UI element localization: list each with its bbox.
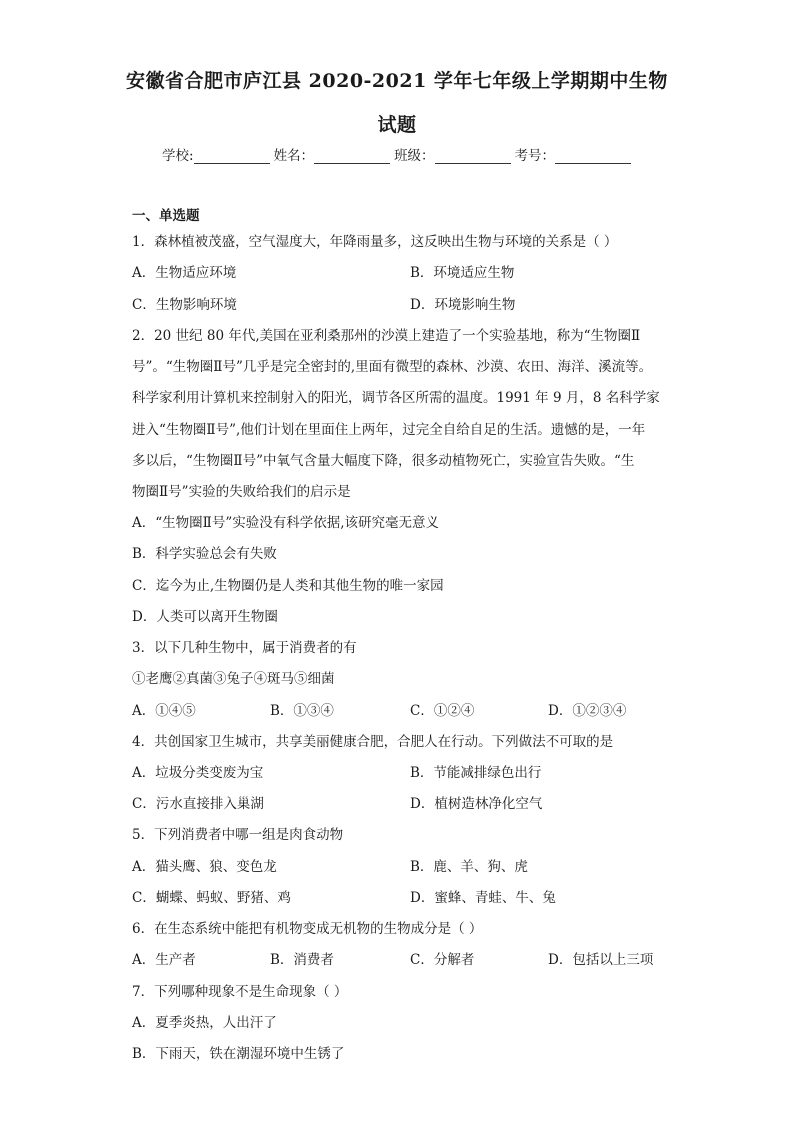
q3-items: ①老鹰②真菌③兔子④斑马⑤细菌	[132, 671, 335, 687]
q4-option-c: C．污水直接排入巢湖	[132, 796, 264, 812]
q1-option-d: D．环境影响生物	[410, 297, 516, 313]
q3-option-b: B．①③④	[270, 703, 334, 719]
q4-option-d: D．植树造林净化空气	[410, 796, 543, 812]
number-label: 考号：	[514, 148, 556, 164]
q2-stem-line: 物圈Ⅱ号”实验的失败给我们的启示是	[132, 484, 351, 500]
q4-option-a: A．垃圾分类变废为宝	[132, 765, 264, 781]
q6-option-a: A．生产者	[132, 952, 196, 968]
q1-option-b: B．环境适应生物	[410, 265, 515, 281]
q7-option-a: A．夏季炎热，人出汗了	[132, 1015, 277, 1031]
q5-option-a: A．猫头鹰、狼、变色龙	[132, 859, 277, 875]
q5-option-b: B．鹿、羊、狗、虎	[410, 859, 528, 875]
name-blank[interactable]	[314, 149, 390, 164]
number-blank[interactable]	[555, 149, 631, 164]
q6-option-b: B．消费者	[270, 952, 334, 968]
student-info-row	[160, 144, 633, 164]
q2-stem-line: 科学家利用计算机来控制射入的阳光，调节各区所需的温度。1991 年 9 月，8 名科学家	[132, 390, 660, 406]
q3-option-c: C．①②④	[410, 703, 475, 719]
q5-option-d: D．蜜蜂、青蛙、牛、兔	[410, 890, 556, 906]
q2-stem-line: 多以后，“生物圈Ⅱ号”中氧气含量大幅度下降，很多动植物死亡，实验宣告失败。“生	[132, 453, 635, 469]
q4-option-b: B．节能减排绿色出行	[410, 765, 542, 781]
q4-stem: 4．共创国家卫生城市，共享美丽健康合肥，合肥人在行动。下列做法不可取的是	[132, 734, 614, 750]
q2-option-d: D．人类可以离开生物圈	[132, 609, 278, 625]
q2-stem-line: 号”。“生物圈Ⅱ号”几乎是完全密封的,里面有微型的森林、沙漠、农田、海洋、溪流等。	[132, 359, 653, 375]
q6-option-c: C．分解者	[410, 952, 475, 968]
q5-stem: 5．下列消费者中哪一组是肉食动物	[132, 827, 344, 843]
school-blank[interactable]	[194, 149, 270, 164]
q3-option-d: D．①②③④	[548, 703, 627, 719]
name-label: 姓名：	[273, 148, 315, 164]
q2-option-a: A．“生物圈Ⅱ号”实验没有科学依据,该研究毫无意义	[132, 515, 440, 531]
q1-option-a: A．生物适应环境	[132, 265, 237, 281]
q1-stem: 1．森林植被茂盛，空气湿度大，年降雨量多，这反映出生物与环境的关系是（ ）	[132, 234, 618, 250]
q3-stem: 3．以下几种生物中，属于消费者的有	[132, 640, 357, 656]
q1-option-c: C．生物影响环境	[132, 297, 237, 313]
exam-title-line-1: 安徽省合肥市庐江县 2020-2021 学年七年级上学期期中生物	[126, 70, 668, 92]
q7-option-b: B．下雨天，铁在潮湿环境中生锈了	[132, 1046, 345, 1062]
q5-option-c: C．蝴蝶、蚂蚁、野猪、鸡	[132, 890, 291, 906]
school-label: 学校:	[162, 148, 194, 164]
q7-stem: 7．下列哪种现象不是生命现象（ ）	[132, 984, 348, 1000]
class-label: 班级：	[394, 148, 435, 164]
q2-option-c: C．迄今为止,生物圈仍是人类和其他生物的唯一家园	[132, 578, 444, 594]
q2-stem-line: 2．20 世纪 80 年代,美国在亚利桑那州的沙漠上建造了一个实验基地，称为“生物圈Ⅱ	[132, 328, 641, 344]
q3-option-a: A．①④⑤	[132, 703, 196, 719]
q2-option-b: B．科学实验总会有失败	[132, 546, 277, 562]
q6-stem: 6．在生态系统中能把有机物变成无机物的生物成分是（ ）	[132, 921, 483, 937]
section-title: 一、单选题	[132, 208, 200, 224]
exam-title-line-2: 试题	[377, 114, 417, 136]
q6-option-d: D．包括以上三项	[548, 952, 654, 968]
class-blank[interactable]	[435, 149, 511, 164]
q2-stem-line: 进入“生物圈Ⅱ号”,他们计划在里面住上两年，过完全自给自足的生活。遗憾的是，一年	[132, 422, 646, 438]
